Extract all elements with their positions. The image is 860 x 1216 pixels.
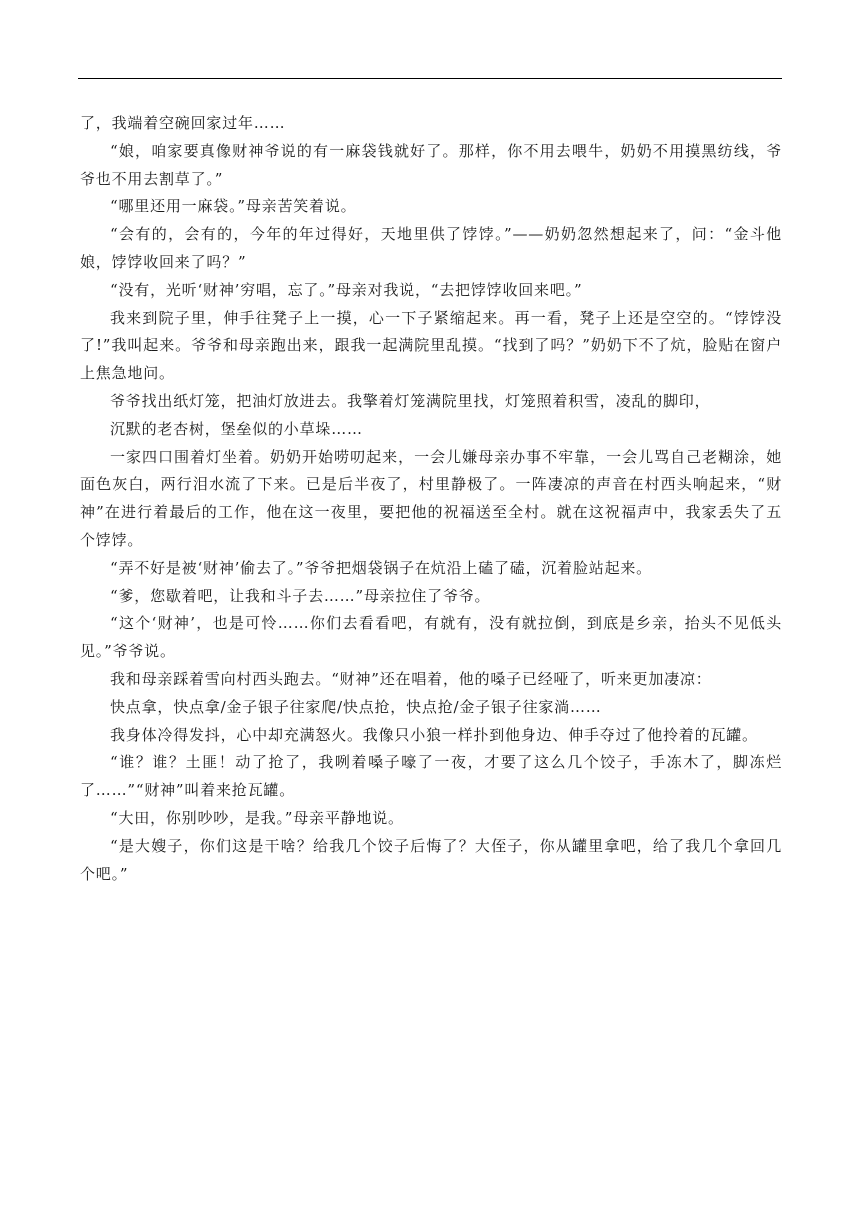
paragraph: “大田，你别吵吵，是我。”母亲平静地说。 — [110, 808, 404, 827]
body-text — [80, 110, 782, 888]
paragraph: “弄不好是被‘财神’偷去了。”爷爷把烟袋锅子在炕沿上磕了磕，沉着脸站起来。 — [110, 558, 652, 577]
paragraph: 沉默的老杏树，堡垒似的小草垛…… — [110, 419, 363, 438]
paragraph: “是大嫂子，你们这是干啥？给我几个饺子后悔了？大侄子，你从罐里拿吧，给了我几个拿回几个吧。” — [80, 836, 782, 883]
paragraph: “谁？谁？土匪！动了抢了，我咧着嗓子嚎了一夜，才要了这么几个饺子，手冻木了，脚冻烂了……”“财神”叫着来抢瓦罐。 — [80, 753, 782, 800]
paragraph: “没有，光听‘财神’穷唱，忘了。”母亲对我说，“去把饽饽收回来吧。” — [110, 280, 583, 299]
paragraph: “会有的，会有的，今年的年过得好，天地里供了饽饽。”——奶奶忽然想起来了，问：“金斗他娘，饽饽收回来了吗？” — [80, 225, 782, 271]
paragraph: “娘，咱家要真像财神爷说的有一麻袋钱就好了。那样，你不用去喂牛，奶奶不用摸黑纺线，爷爷也不用去割草了。” — [80, 141, 782, 188]
paragraph: 我身体冷得发抖，心中却充满怒火。我像只小狼一样扑到他身边、伸手夺过了他拎着的瓦罐。 — [110, 725, 758, 744]
paragraph: 爷爷找出纸灯笼，把油灯放进去。我擎着灯笼满院里找，灯笼照着积雪，凌乱的脚印， — [110, 391, 711, 410]
paragraph: “这个‘财神’，也是可怜……你们去看看吧，有就有，没有就拉倒，到底是乡亲，抬头不见低头见。”爷爷说。 — [80, 614, 782, 661]
paragraph: 了，我端着空碗回家过年…… — [80, 114, 286, 132]
header-rule — [78, 78, 782, 79]
paragraph: 我来到院子里，伸手往凳子上一摸，心一下子紧缩起来。再一看，凳子上还是空空的。“饽饽没了!”我叫起来。爷爷和母亲跑出来，跟我一起满院里乱摸。“找到了吗？”奶奶下不了炕，脸贴在窗户上焦急地问。 — [80, 308, 782, 383]
paragraph: 我和母亲踩着雪向村西头跑去。“财神”还在唱着，他的嗓子已经哑了，听来更加凄凉： — [110, 669, 712, 688]
paragraph: 一家四口围着灯坐着。奶奶开始唠叨起来，一会儿嫌母亲办事不牢靠，一会儿骂自己老糊涂，她面色灰白，两行泪水流了下来。已是后半夜了，村里静极了。一阵凄凉的声音在村西头响起来，“财神”在进行着最后的工作，他在这一夜里，要把他的祝福送至全村。就在这祝福声中，我家丢失了五个饽饽。 — [80, 447, 782, 549]
paragraph: “哪里还用一麻袋。”母亲苦笑着说。 — [110, 197, 357, 216]
paragraph: 快点拿，快点拿/金子银子往家爬/快点抢，快点抢/金子银子往家淌…… — [110, 697, 602, 716]
paragraph: “爹，您歇着吧，让我和斗子去……”母亲拉住了爷爷。 — [110, 586, 491, 605]
